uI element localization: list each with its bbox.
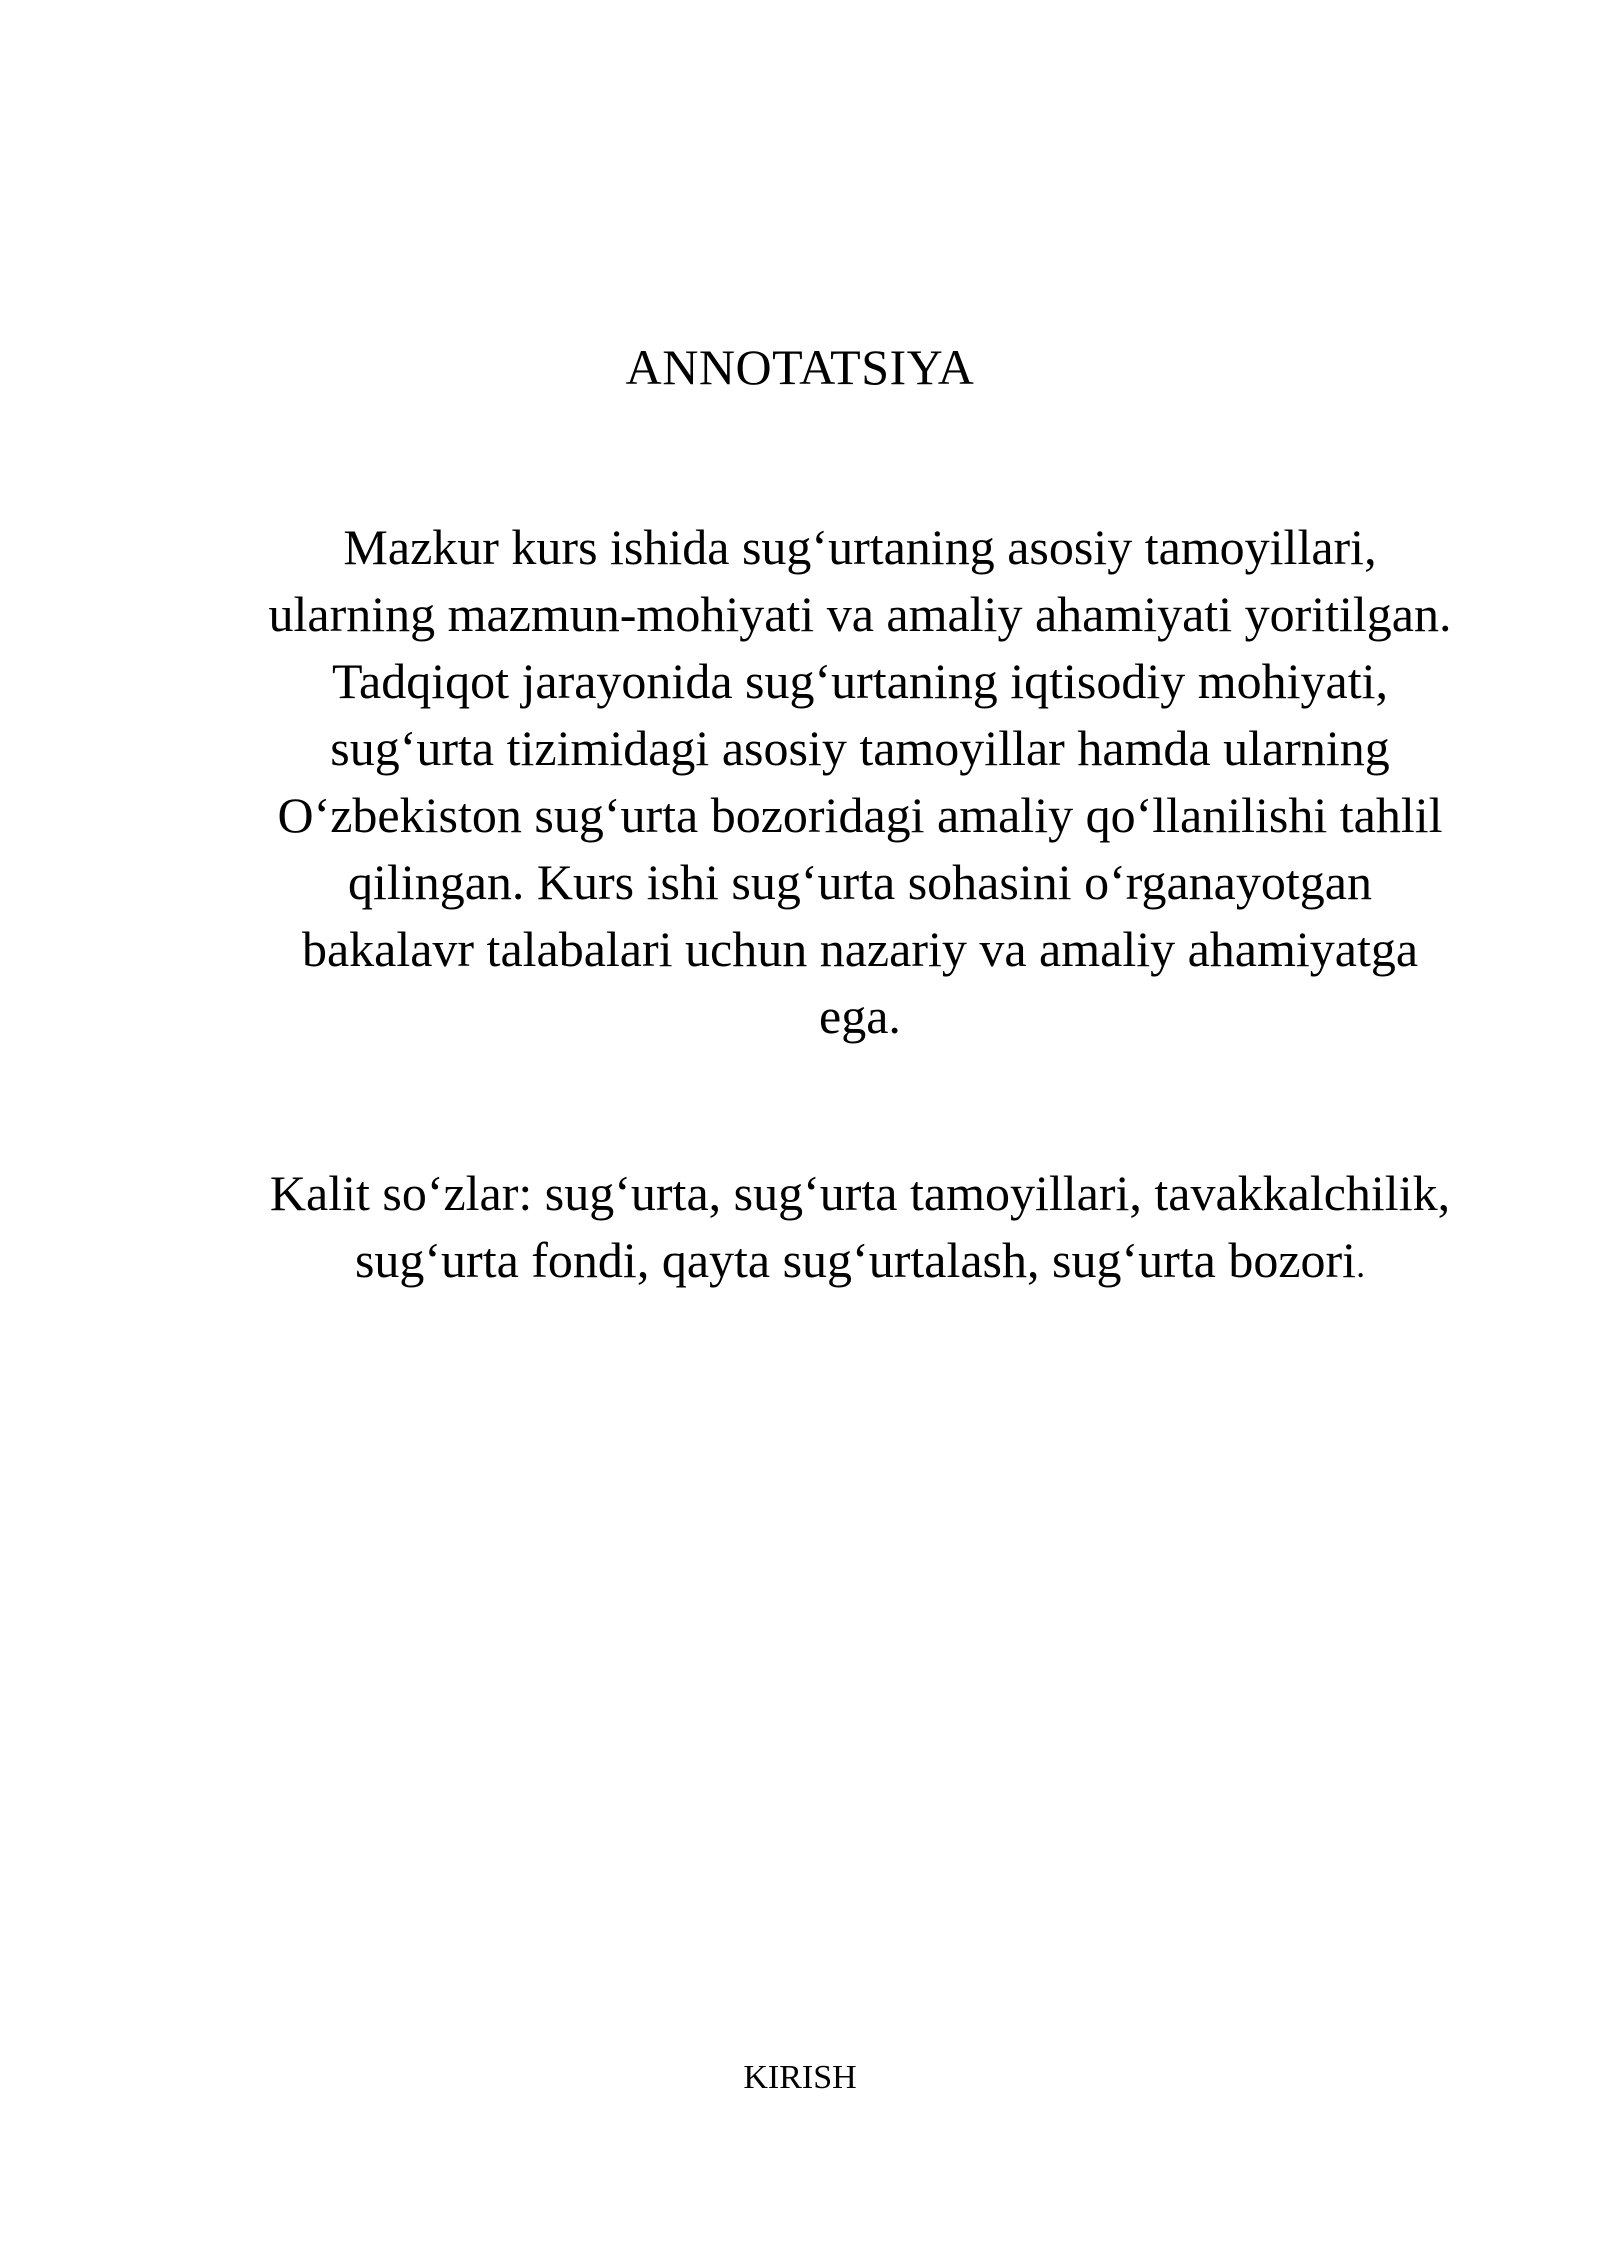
keywords-period: . <box>1356 1245 1366 1285</box>
section-heading-introduction: KIRISH <box>743 2059 857 2096</box>
keywords-text: Kalit so‘zlar: sug‘urta, sug‘urta tamoyillari, tavakkalchilik, sug‘urta fondi, qayta sug‘urtalash, sug‘urta bozori <box>269 1165 1451 1288</box>
annotation-body: Mazkur kurs ishida sug‘urtaning asosiy tamoyillari, ularning mazmun-mohiyati va amaliy ahamiyati yoritilgan. Tadqiqot jarayonida sug‘urtaning iqtisodiy mohiyati, sug‘urta tizimidagi asosiy tamoyillar hamda ularning O‘zbekiston sug‘urta bozoridagi amaliy qo‘llanilishi tahlil qilingan. Kurs ishi sug‘urta sohasini o‘rganayotgan bakalavr talabalari uchun nazariy va amaliy ahamiyatga ega. <box>268 519 1452 1044</box>
keywords-paragraph <box>200 1160 1520 1299</box>
annotation-title: ANNOTATSIYA <box>625 339 975 395</box>
